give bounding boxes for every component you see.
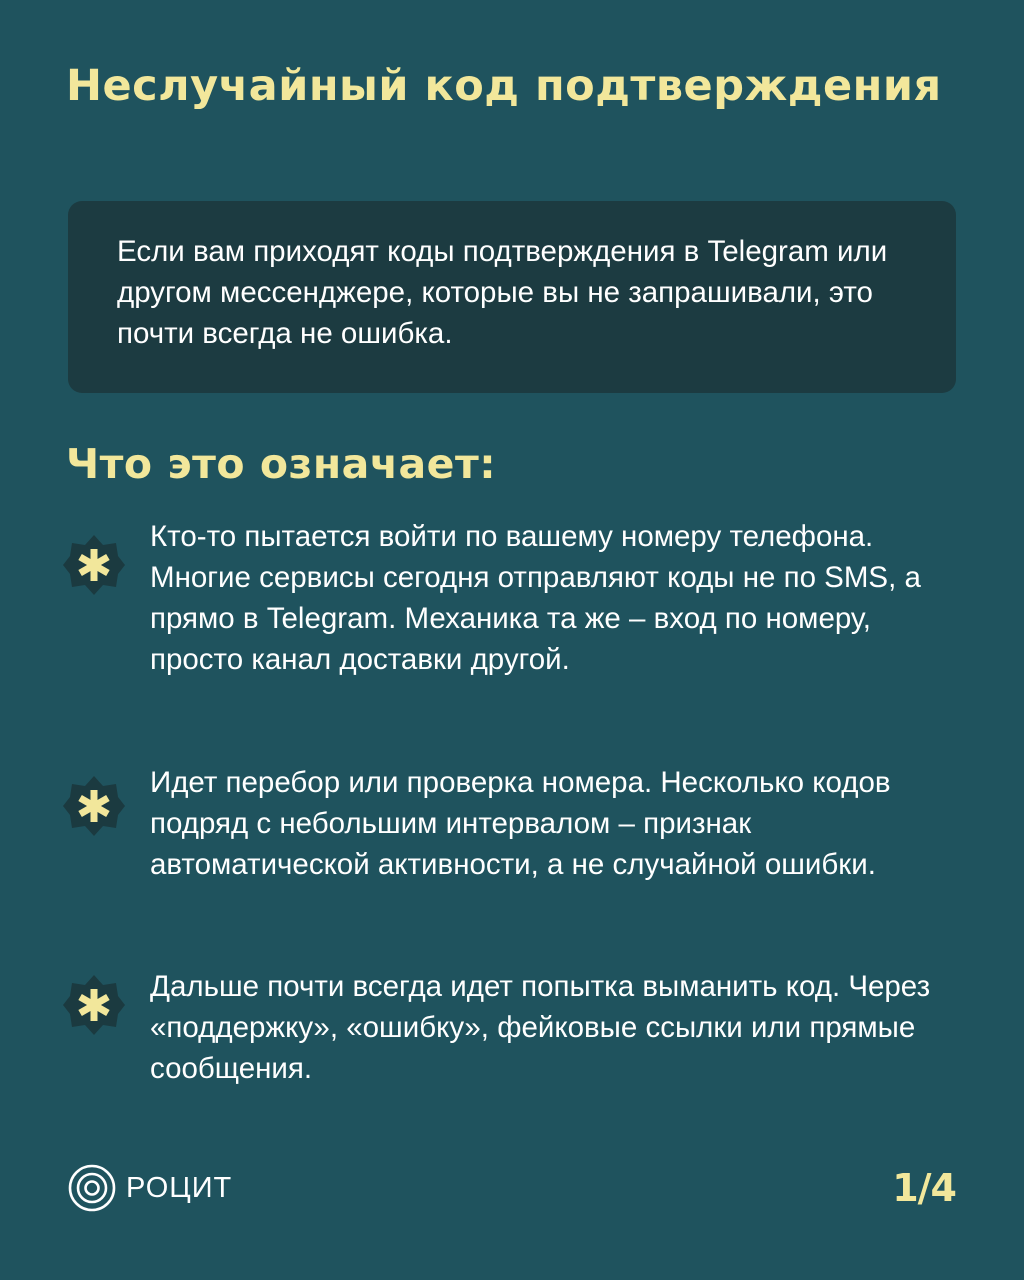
section-subtitle: Что это означает: [66,440,497,488]
logo-text: РОЦИТ [126,1171,233,1204]
asterisk-icon [62,774,126,838]
concentric-circles-logo-icon [68,1164,116,1212]
bullet-text: Дальше почти всегда идет попытка выманить код. Через «поддержку», «ошибку», фейковые ссылки или прямые сообщения. [150,970,931,1085]
bullet-text: Идет перебор или проверка номера. Несколько кодов подряд с небольшим интервалом – признак автоматической активности, а не случайной ошибки. [150,766,891,881]
page-title: Неслучайный код подтверждения [66,61,942,111]
intro-text: Если вам приходят коды подтверждения в Telegram или другом мессенджере, которые вы не запрашивали, это почти всегда не ошибка. [117,235,888,350]
page-counter: 1/4 [892,1166,956,1210]
brand-logo [68,1164,232,1212]
bullet-text: Кто-то пытается войти по вашему номеру телефона. Многие сервисы сегодня отправляют коды не по SMS, а прямо в Telegram. Механика та же – вход по номеру, просто канал доставки другой. [150,520,921,676]
asterisk-icon [62,973,126,1037]
asterisk-icon [62,533,126,597]
intro-card [68,201,956,393]
